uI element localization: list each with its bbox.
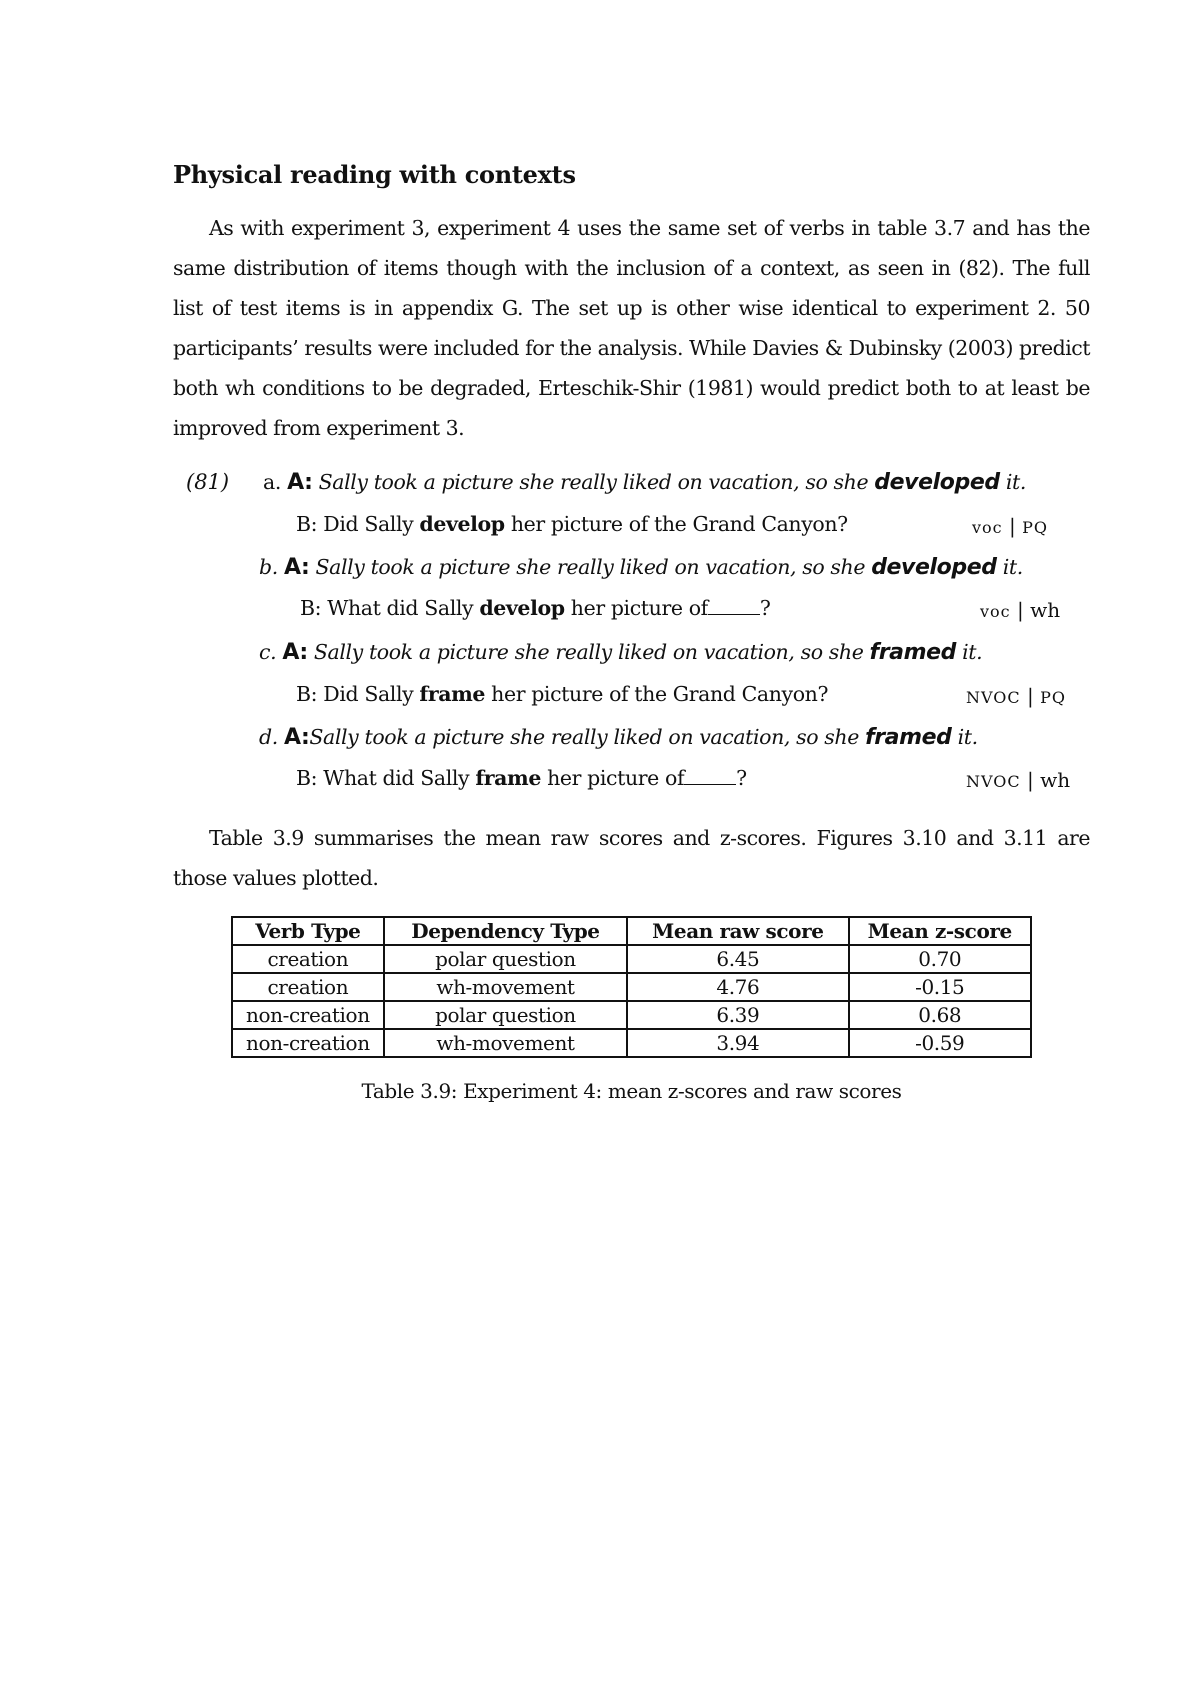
table-cell: creation xyxy=(232,945,384,973)
column-header: Dependency Type xyxy=(384,917,628,945)
question-post: her picture of the Grand Canyon? xyxy=(485,682,829,706)
context-text: Sally took a picture she really liked on vacation, so she xyxy=(312,470,875,494)
question-end: ? xyxy=(759,596,771,620)
question-pre: Did Sally xyxy=(317,512,420,536)
example-b-line-b xyxy=(300,596,770,620)
table-cell: wh-movement xyxy=(384,1029,628,1057)
speaker-label: B: xyxy=(296,766,318,790)
column-header: Mean raw score xyxy=(627,917,848,945)
example-d-line-a xyxy=(259,725,978,750)
table-cell: 0.68 xyxy=(849,1001,1032,1029)
table-header-row xyxy=(232,917,1031,945)
context-end: it. xyxy=(996,555,1023,579)
section-heading: Physical reading with contexts xyxy=(173,160,576,189)
question-post: her picture of xyxy=(540,766,685,790)
question-pre: Did Sally xyxy=(317,682,420,706)
table-cell: non-creation xyxy=(232,1029,384,1057)
speaker-label: B: xyxy=(296,682,318,706)
table-cell: polar question xyxy=(384,1001,628,1029)
example-b-line-a xyxy=(259,555,1023,580)
table-cell: -0.15 xyxy=(849,973,1032,1001)
gap-blank xyxy=(708,613,760,615)
table-cell: non-creation xyxy=(232,1001,384,1029)
table-row xyxy=(232,1001,1031,1029)
table-cell: wh-movement xyxy=(384,973,628,1001)
context-verb: framed xyxy=(865,725,952,750)
example-c-line-a xyxy=(259,640,982,665)
speaker-label: A: xyxy=(283,725,310,750)
results-table xyxy=(231,916,1032,1058)
paragraph-intro: As with experiment 3, experiment 4 uses the same set of verbs in table 3.7 and has the same distribution of items though with the inclusion of a context, as seen in (82). The full list of test items is in appendix G. The set up is other wise identical to experiment 2. 50 participants’ results were included for the analysis. While Davies & Dubinsky (2003) predict both wh conditions to be degraded, Erteschik-Shir (1981) would predict both to at least be improved from experiment 3. xyxy=(173,216,1090,440)
table-cell: creation xyxy=(232,973,384,1001)
speaker-label: A: xyxy=(282,640,308,665)
context-verb: developed xyxy=(871,555,997,580)
table-row xyxy=(232,973,1031,1001)
column-header: Mean z-score xyxy=(849,917,1032,945)
example-a-line-a xyxy=(263,470,1026,495)
column-header: Verb Type xyxy=(232,917,384,945)
question-post: her picture of xyxy=(564,596,708,620)
speaker-label: B: xyxy=(300,596,322,620)
question-verb: frame xyxy=(475,766,541,790)
context-verb: framed xyxy=(869,640,957,665)
context-end: it. xyxy=(951,725,978,749)
table-cell: 3.94 xyxy=(627,1029,848,1057)
example-d-line-b xyxy=(296,766,747,790)
example-a-line-b xyxy=(296,512,848,536)
question-post: her picture of the Grand Canyon? xyxy=(504,512,848,536)
context-text: Sally took a picture she really liked on vacation, so she xyxy=(309,555,872,579)
table-row xyxy=(232,945,1031,973)
speaker-label: B: xyxy=(296,512,318,536)
condition-tag-c: NVOC | PQ xyxy=(966,684,1066,708)
context-end: it. xyxy=(999,470,1026,494)
example-letter: c. xyxy=(259,640,277,664)
question-verb: develop xyxy=(479,596,565,620)
table-cell: -0.59 xyxy=(849,1029,1032,1057)
speaker-label: A: xyxy=(283,555,310,580)
example-number: (81) xyxy=(186,470,230,494)
example-c-line-b xyxy=(296,682,828,706)
gap-blank xyxy=(684,783,736,785)
context-end: it. xyxy=(956,640,983,664)
paragraph-summary: Table 3.9 summarises the mean raw scores and z-scores. Figures 3.10 and 3.11 are those values plotted. xyxy=(173,826,1090,890)
table-caption: Table 3.9: Experiment 4: mean z-scores and raw scores xyxy=(361,1079,902,1103)
table-cell: 6.45 xyxy=(627,945,848,973)
example-letter: a. xyxy=(263,470,281,494)
question-end: ? xyxy=(736,766,747,790)
condition-tag-d: NVOC | wh xyxy=(966,768,1071,792)
table-cell: polar question xyxy=(384,945,628,973)
speaker-label: A: xyxy=(287,470,313,495)
condition-tag-b: voc | wh xyxy=(980,598,1061,622)
question-verb: frame xyxy=(419,682,486,706)
question-pre: What did Sally xyxy=(321,596,480,620)
table-cell: 6.39 xyxy=(627,1001,848,1029)
context-verb: developed xyxy=(874,470,1000,495)
question-verb: develop xyxy=(419,512,505,536)
table-cell: 0.70 xyxy=(849,945,1032,973)
condition-tag-a: voc | PQ xyxy=(972,514,1048,538)
context-text: Sally took a picture she really liked on vacation, so she xyxy=(307,640,870,664)
table-row xyxy=(232,1029,1031,1057)
example-letter: b. xyxy=(259,555,278,579)
context-text: Sally took a picture she really liked on vacation, so she xyxy=(309,725,866,749)
table-cell: 4.76 xyxy=(627,973,848,1001)
example-letter: d. xyxy=(259,725,278,749)
question-pre: What did Sally xyxy=(317,766,476,790)
